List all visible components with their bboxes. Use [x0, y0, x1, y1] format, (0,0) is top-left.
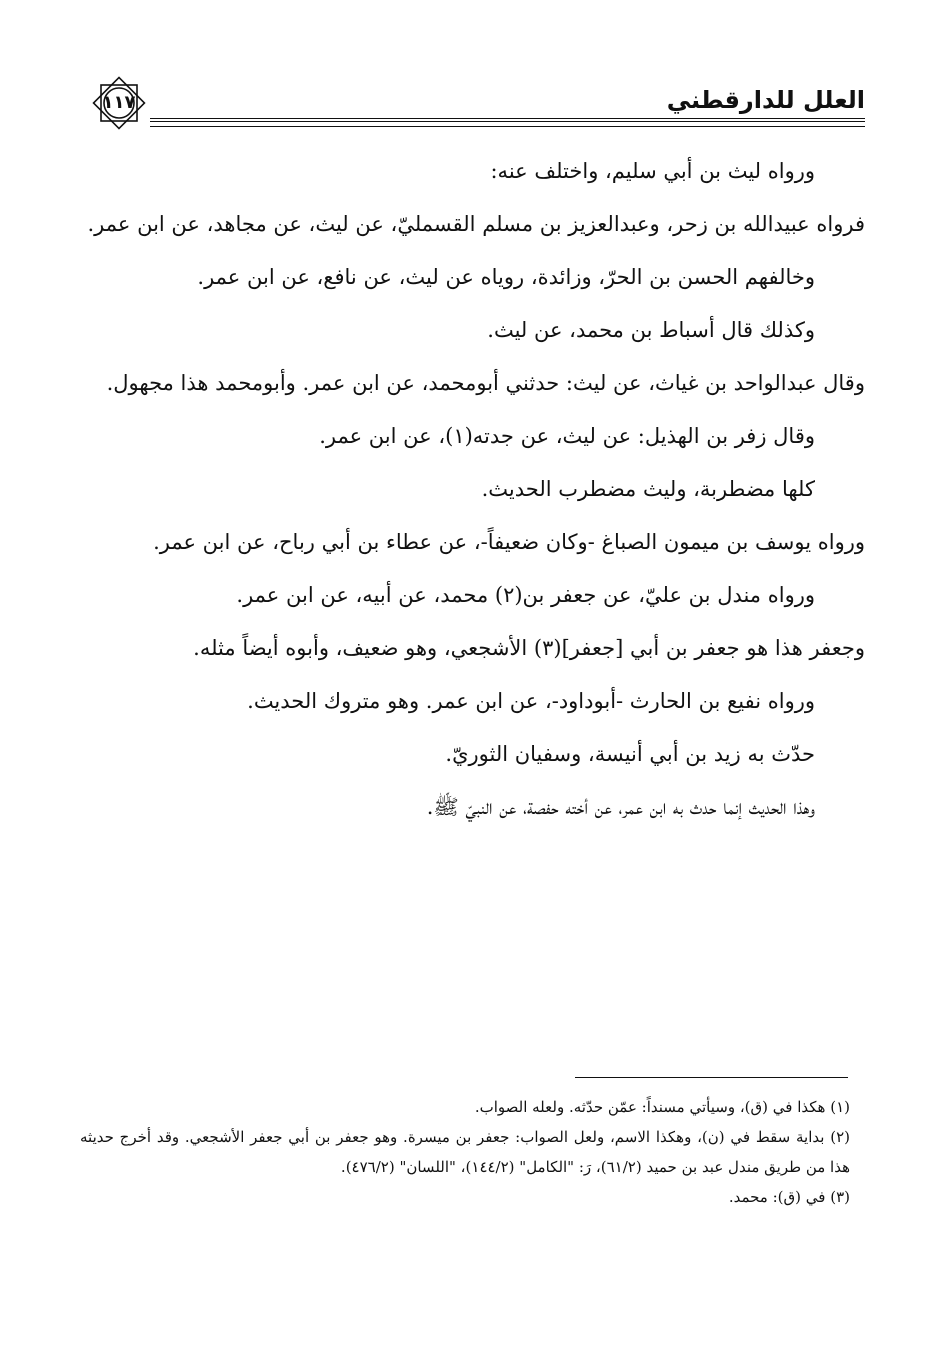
- header-thin-rule: [150, 126, 865, 127]
- paragraph: وقال عبدالواحد بن غياث، عن ليث: حدثني أبومحمد، عن ابن عمر. وأبومحمد هذا مجهول.: [106, 371, 865, 395]
- footnote: (١) هكذا في (ق)، وسيأتي مسنداً: عمّن حدّثه. ولعله الصواب.: [474, 1098, 850, 1116]
- page-header: [80, 72, 865, 132]
- header-double-rule: [150, 118, 865, 122]
- footnote: (٢) بداية سقط في (ن)، وهكذا الاسم، ولعل الصواب: جعفر بن ميسرة. وهو جعفر بن أبي جعفر الأشجعي. وقد أخرج حديثه هذا من طريق مندل عبد بن حميد (٦١/٢)، رَ: "الكامل" (١٤٤/٢)، "اللسان" (٤٧٦/٢).: [80, 1128, 850, 1176]
- paragraph: ورواه يوسف بن ميمون الصباغ -وكان ضعيفاً-، عن عطاء بن أبي رباح، عن ابن عمر.: [153, 530, 865, 554]
- paragraph: كلها مضطربة، وليث مضطرب الحديث.: [481, 477, 815, 501]
- main-text: [80, 145, 865, 834]
- paragraph: وخالفهم الحسن بن الحرّ، وزائدة، روياه عن ليث، عن نافع، عن ابن عمر.: [197, 265, 815, 289]
- footnote-separator: [575, 1077, 848, 1078]
- paragraph: وقال زفر بن الهذيل: عن ليث، عن جدته(١)، عن ابن عمر.: [319, 424, 815, 448]
- paragraph: ورواه ليث بن أبي سليم، واختلف عنه:: [490, 159, 815, 183]
- page-number: ١١٧: [102, 92, 136, 113]
- page-number-badge: [88, 72, 150, 134]
- paragraph: حدّث به زيد بن أبي أنيسة، وسفيان الثوريّ.: [445, 742, 815, 766]
- paragraph: ورواه مندل بن عليّ، عن جعفر بن(٢) محمد، عن أبيه، عن ابن عمر.: [236, 583, 815, 607]
- paragraph: وجعفر هذا هو جعفر بن أبي [جعفر](٣) الأشجعي، وهو ضعيف، وأبوه أيضاً مثله.: [193, 636, 865, 660]
- paragraph: فرواه عبيدالله بن زحر، وعبدالعزيز بن مسلم القسمليّ، عن ليث، عن مجاهد، عن ابن عمر.: [87, 212, 865, 236]
- paragraph: ورواه نفيع بن الحارث -أبوداود-، عن ابن عمر. وهو متروك الحديث.: [247, 689, 815, 713]
- footnotes: [80, 1092, 850, 1212]
- paragraph: وكذلك قال أسباط بن محمد، عن ليث.: [487, 318, 815, 342]
- book-title: العلل للدارقطني: [666, 86, 865, 114]
- paragraph: وهذا الحديث إنما حدث به ابن عمر، عن أخته حفصة، عن النبيّ ﷺ.: [426, 795, 815, 819]
- footnote: (٣) في (ق): محمد.: [728, 1188, 850, 1206]
